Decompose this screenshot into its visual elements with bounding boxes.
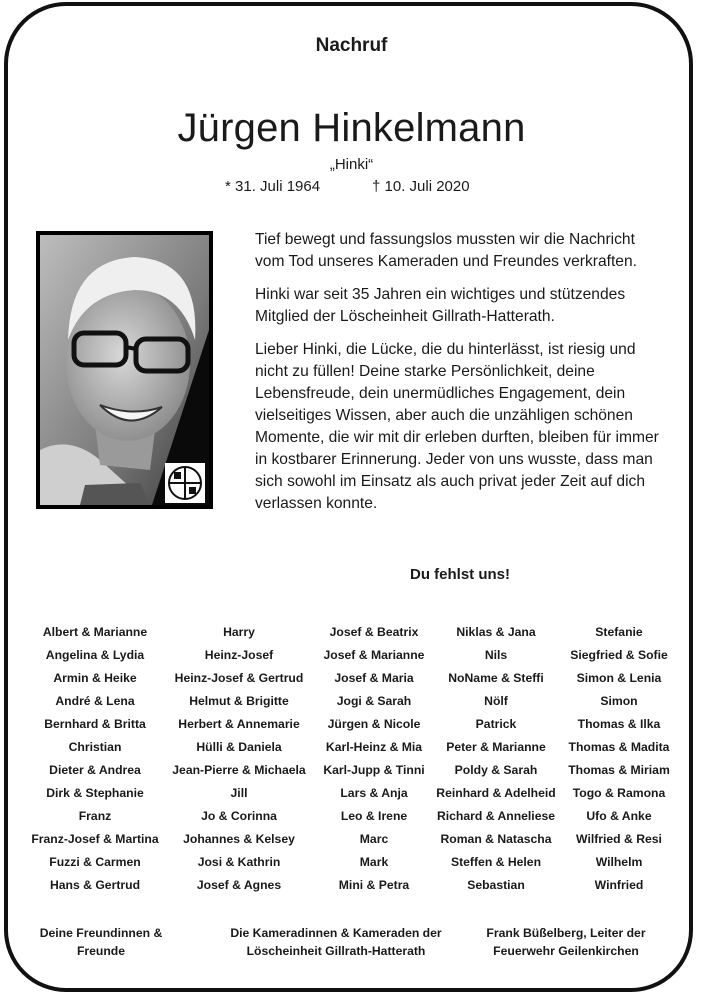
list-item: Leo & Irene [340, 809, 408, 823]
list-item: Roman & Natascha [440, 832, 552, 846]
heading: Nachruf [315, 35, 388, 56]
list-item: Patrick [475, 717, 517, 731]
list-item: Albert & Marianne [42, 625, 148, 639]
list-item: Hülli & Daniela [196, 740, 282, 754]
list-item: Nils [484, 648, 508, 662]
list-item: Jogi & Sarah [336, 694, 412, 708]
list-item: NoName & Steffi [448, 671, 544, 685]
list-item: Fuzzi & Carmen [49, 855, 141, 869]
list-item: Josef & Beatrix [329, 625, 419, 639]
list-item: Jürgen & Nicole [327, 717, 421, 731]
portrait-photo [36, 231, 213, 509]
list-item: Christian [68, 740, 122, 754]
list-item: Thomas & Miriam [568, 763, 670, 777]
names-column-1 [20, 624, 170, 900]
list-item: Helmut & Brigitte [189, 694, 289, 708]
footer-line: Freunde [76, 944, 126, 958]
list-item: Franz-Josef & Martina [31, 832, 159, 846]
footer-line: Die Kameradinnen & Kameraden der [230, 926, 442, 940]
list-item: Steffen & Helen [450, 855, 542, 869]
list-item: Lars & Anja [340, 786, 408, 800]
list-item: Heinz-Josef [204, 648, 274, 662]
portrait-image [40, 235, 209, 505]
list-item: Stefanie [595, 625, 643, 639]
list-item: Herbert & Annemarie [178, 717, 300, 731]
list-item: Johannes & Kelsey [183, 832, 295, 846]
list-item: Karl-Jupp & Tinni [323, 763, 425, 777]
list-item: Thomas & Madita [568, 740, 670, 754]
names-column-3 [306, 624, 442, 900]
list-item: Bernhard & Britta [44, 717, 146, 731]
list-item: Marc [359, 832, 389, 846]
fire-brigade-emblem-icon [165, 463, 205, 503]
list-item: Nölf [484, 694, 508, 708]
list-item: Angelina & Lydia [45, 648, 145, 662]
list-item: Winfried [594, 878, 644, 892]
list-item: Josef & Marianne [323, 648, 425, 662]
list-item: Dieter & Andrea [49, 763, 141, 777]
footer-comrades [218, 924, 454, 960]
list-item: Niklas & Jana [456, 625, 536, 639]
list-item: Dirk & Stephanie [46, 786, 144, 800]
list-item: Josef & Agnes [196, 878, 282, 892]
footer-line: Löscheinheit Gillrath-Hatterath [246, 944, 426, 958]
names-column-2 [166, 624, 312, 900]
footer-line: Deine Freundinnen & [39, 926, 163, 940]
list-item: Heinz-Josef & Gertrud [174, 671, 304, 685]
paragraph-3: Lieber Hinki, die Lücke, die du hinterlässt, ist riesig und nicht zu füllen! Deine starke Persönlichkeit, deine Lebensfreude, dein unermüdliches Engagement, dein vielseitiges Wissen, aber auch die unzähligen schönen Momente, die wir mit dir erleben durften, bleiben für immer in kostbarer Erinnerung. Jeder von uns wusste, dass man sich sowohl im Einsatz als auch privat jeder Zeit auf dich verlassen konnte. [255, 341, 659, 512]
deceased-name: Jürgen Hinkelmann [177, 106, 526, 150]
list-item: Ufo & Anke [586, 809, 652, 823]
footer-chief [470, 924, 662, 960]
paragraph-1: Tief bewegt und fassungslos mussten wir die Nachricht vom Tod unseres Kameraden und Freundes verkraften. [255, 231, 637, 270]
list-item: Armin & Heike [53, 671, 137, 685]
obituary-text [255, 229, 665, 526]
death-date: † 10. Juli 2020 [372, 178, 470, 195]
footer-line: Frank Büßelberg, Leiter der [486, 926, 646, 940]
footer-line: Feuerwehr Geilenkirchen [493, 944, 639, 958]
footer-friends [28, 924, 174, 960]
list-item: Simon & Lenia [576, 671, 662, 685]
list-item: Josi & Kathrin [197, 855, 281, 869]
list-item: Reinhard & Adelheid [436, 786, 556, 800]
list-item: Poldy & Sarah [454, 763, 538, 777]
names-column-4 [428, 624, 564, 900]
list-item: Richard & Anneliese [436, 809, 556, 823]
nickname: „Hinki“ [329, 156, 374, 173]
list-item: André & Lena [55, 694, 135, 708]
list-item: Jill [230, 786, 248, 800]
list-item: Hans & Gertrud [49, 878, 141, 892]
missed-line: Du fehlst uns! [410, 566, 510, 583]
list-item: Franz [78, 809, 112, 823]
list-item: Mark [359, 855, 389, 869]
list-item: Karl-Heinz & Mia [325, 740, 423, 754]
paragraph-2: Hinki war seit 35 Jahren ein wichtiges und stützendes Mitglied der Löscheinheit Gillrath-Hatterath. [255, 286, 626, 325]
names-column-5 [560, 624, 678, 900]
list-item: Thomas & Ilka [577, 717, 661, 731]
list-item: Siegfried & Sofie [570, 648, 668, 662]
list-item: Sebastian [467, 878, 525, 892]
list-item: Wilhelm [595, 855, 643, 869]
list-item: Simon [600, 694, 638, 708]
list-item: Josef & Maria [334, 671, 414, 685]
list-item: Wilfried & Resi [576, 832, 662, 846]
list-item: Togo & Ramona [572, 786, 666, 800]
list-item: Harry [223, 625, 255, 639]
birth-date: * 31. Juli 1964 [225, 178, 321, 195]
list-item: Jo & Corinna [201, 809, 277, 823]
list-item: Mini & Petra [338, 878, 410, 892]
list-item: Peter & Marianne [446, 740, 546, 754]
list-item: Jean-Pierre & Michaela [172, 763, 306, 777]
